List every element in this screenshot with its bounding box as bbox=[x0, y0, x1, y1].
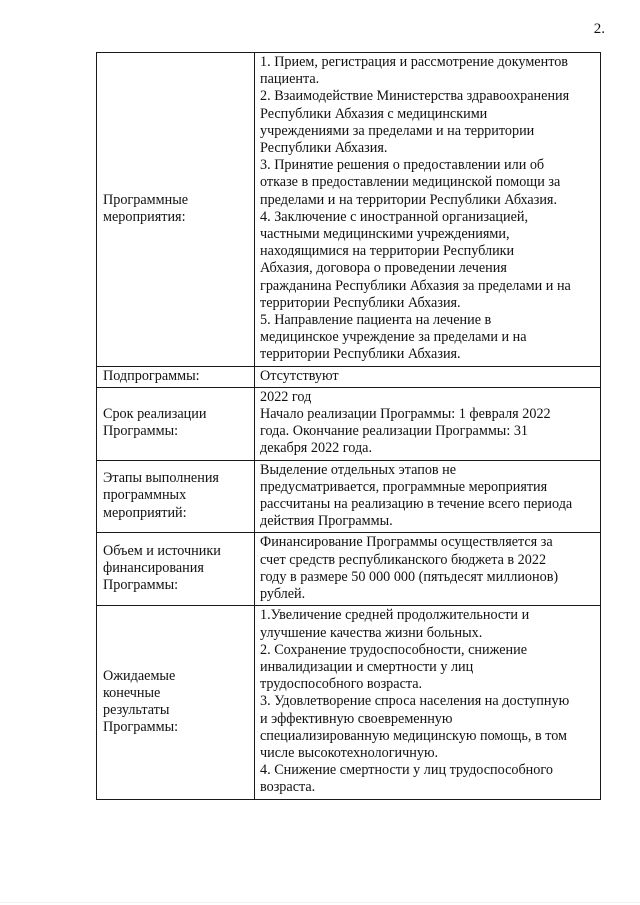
row-value-line: 1.Увеличение средней продолжительности и bbox=[260, 607, 530, 624]
row-value-line: года. Окончание реализации Программы: 31 bbox=[260, 423, 529, 440]
row-value-line: трудоспособного возраста. bbox=[260, 676, 423, 693]
table-row bbox=[97, 387, 601, 460]
row-label-program-activities bbox=[97, 53, 255, 367]
row-label-text: Срок реализации Программы: bbox=[103, 406, 207, 440]
program-passport-body bbox=[97, 53, 601, 800]
row-value-expected-results bbox=[255, 606, 601, 799]
row-value-line: рублей. bbox=[260, 586, 306, 603]
row-value-implementation-period bbox=[255, 387, 601, 460]
row-value-line: 1. Прием, регистрация и рассмотрение документов bbox=[260, 54, 568, 70]
row-value-line: и эффективную своевременную bbox=[260, 710, 453, 727]
row-value-line: году в размере 50 000 000 (пятьдесят миллионов) bbox=[260, 568, 559, 585]
table-row bbox=[97, 606, 601, 799]
row-value-line: 2022 год bbox=[260, 388, 312, 405]
row-value-line: территории Республики Абхазия. bbox=[260, 346, 461, 363]
row-label-expected-results bbox=[97, 606, 255, 799]
row-label-text: Ожидаемые конечные результаты Программы: bbox=[103, 667, 179, 736]
row-value-line: Финансирование Программы осуществляется за bbox=[260, 534, 553, 551]
row-label-implementation-period bbox=[97, 387, 255, 460]
row-value-funding bbox=[255, 533, 601, 606]
row-value-line: инвалидизации и смертности у лиц bbox=[260, 658, 474, 675]
scan-edge bbox=[0, 902, 640, 903]
row-value-line: медицинское учреждение за пределами и на bbox=[260, 329, 527, 346]
row-value-line: 5. Направление пациента на лечение в bbox=[260, 312, 492, 329]
row-value-line: Отсутствуют bbox=[260, 367, 339, 384]
table-row bbox=[97, 366, 601, 387]
row-value-line: действия Программы. bbox=[260, 513, 393, 530]
row-value-line: улучшение качества жизни больных. bbox=[260, 624, 483, 641]
row-value-line: 4. Заключение с иностранной организацией, bbox=[260, 208, 529, 225]
row-value-line: территории Республики Абхазия. bbox=[260, 294, 461, 311]
row-value-line: Республики Абхазия с медицинскими bbox=[260, 105, 488, 122]
row-label-funding bbox=[97, 533, 255, 606]
row-value-line: Республики Абхазия. bbox=[260, 140, 388, 157]
row-label-text: Подпрограммы: bbox=[103, 367, 200, 384]
row-value-line: 2. Взаимодействие Министерства здравоохранения bbox=[260, 88, 570, 105]
row-value-line: предусматривается, программные мероприятия bbox=[260, 478, 548, 495]
row-value-line: рассчитаны на реализацию в течение всего периода bbox=[260, 496, 573, 513]
row-value-stages bbox=[255, 460, 601, 533]
row-value-line: специализированную медицинскую помощь, в том bbox=[260, 727, 568, 744]
row-label-text: Программные мероприятия: bbox=[103, 191, 189, 225]
table-row bbox=[97, 533, 601, 606]
row-value-line: пациента. bbox=[260, 71, 320, 88]
row-value-line: частными медицинскими учреждениями, bbox=[260, 226, 510, 243]
table-row bbox=[97, 53, 601, 367]
row-value-line: возраста. bbox=[260, 779, 316, 796]
row-label-text: Этапы выполнения программных мероприятий: bbox=[103, 470, 219, 521]
row-label-subprograms bbox=[97, 366, 255, 387]
program-passport-table bbox=[96, 52, 601, 800]
row-value-subprograms bbox=[255, 366, 601, 387]
row-value-line: числе высокотехнологичную. bbox=[260, 744, 439, 761]
table-row bbox=[97, 460, 601, 533]
row-value-line: 2. Сохранение трудоспособности, снижение bbox=[260, 641, 527, 658]
row-value-line: гражданина Республики Абхазия за пределами и на bbox=[260, 277, 571, 294]
row-value-line: отказе в предоставлении медицинской помощи за bbox=[260, 174, 561, 191]
row-value-line: находящимися на территории Республики bbox=[260, 243, 515, 260]
row-value-line: 4. Снижение смертности у лиц трудоспособного bbox=[260, 762, 553, 779]
row-value-line: учреждениями за пределами и на территории bbox=[260, 122, 535, 139]
row-label-text: Объем и источники финансирования Программы: bbox=[103, 543, 221, 594]
row-value-line: Начало реализации Программы: 1 февраля 2022 bbox=[260, 406, 551, 423]
row-value-line: декабря 2022 года. bbox=[260, 440, 373, 457]
page-number: 2. bbox=[593, 21, 605, 37]
row-value-line: пределами и на территории Республики Абхазия. bbox=[260, 191, 557, 208]
row-label-stages bbox=[97, 460, 255, 533]
row-value-line: 3. Удовлетворение спроса населения на доступную bbox=[260, 693, 570, 710]
row-value-line: Абхазия, договора о проведении лечения bbox=[260, 260, 507, 277]
row-value-line: Выделение отдельных этапов не bbox=[260, 461, 457, 478]
row-value-line: счет средств республиканского бюджета в 2022 bbox=[260, 551, 547, 568]
row-value-line: 3. Принятие решения о предоставлении или об bbox=[260, 157, 545, 174]
row-value-program-activities bbox=[255, 53, 601, 367]
